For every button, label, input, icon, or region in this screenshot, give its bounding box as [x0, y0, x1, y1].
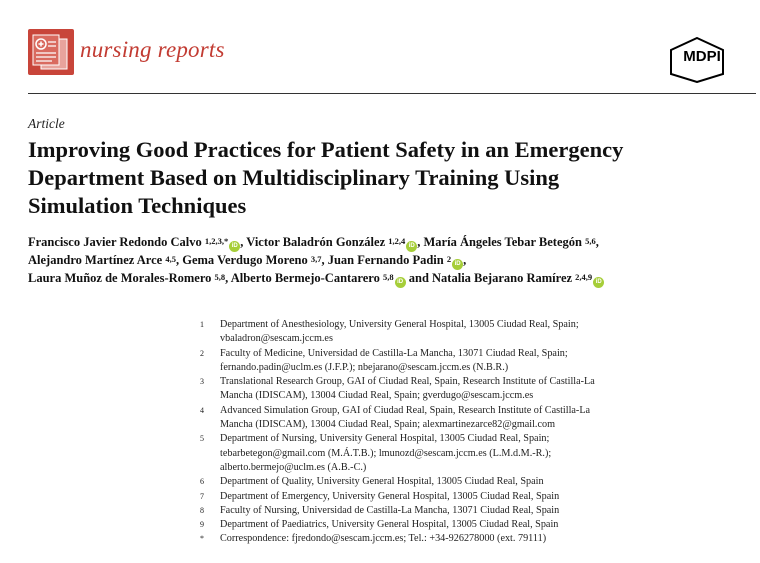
author-name: Francisco Javier Redondo Calvo [28, 235, 202, 249]
author-line [28, 269, 738, 287]
orcid-icon[interactable]: iD [229, 241, 240, 252]
publisher-name: MDPI [683, 48, 721, 65]
affiliation-line: Department of Anesthesiology, University General Hospital, 13005 Ciudad Real, Spain; [220, 319, 579, 330]
affiliation-number: 3 [200, 377, 204, 387]
author-name: Victor Baladrón González [246, 235, 386, 249]
affiliation-number: 9 [200, 520, 204, 530]
affiliation-number: 8 [200, 505, 204, 515]
header-divider [28, 93, 756, 94]
author-affil-sup: 2 [446, 254, 452, 264]
affiliation-number: 5 [200, 434, 204, 444]
author-name: Gema Verdugo Moreno [182, 253, 308, 267]
author-separator: , [225, 271, 231, 285]
affiliation-number: 6 [200, 477, 204, 487]
correspondence-item [200, 532, 750, 546]
author-separator: , [463, 253, 467, 267]
author-affil-sup: 3,7 [310, 254, 322, 264]
affiliation-line: Mancha (IDISCAM), 13004 Ciudad Real, Spain; gverdugo@sescam.jccm.es [220, 390, 534, 402]
author-name: Natalia Bejarano Ramírez [432, 271, 573, 285]
nursing-reports-logo [28, 29, 74, 75]
author-line [28, 233, 738, 251]
orcid-icon[interactable]: iD [452, 259, 463, 270]
affiliation-number: 4 [200, 405, 204, 415]
author-affil-sup: 1,2,3,* [204, 236, 229, 246]
affiliation-email[interactable]: alberto.bermejo@uclm.es (A.B.-C.) [220, 461, 367, 473]
affiliation-number: 7 [200, 491, 204, 501]
affiliation-line: Department of Paediatrics, University General Hospital, 13005 Ciudad Real, Spain [220, 519, 559, 531]
affiliation-line: Translational Research Group, GAI of Ciudad Real, Spain, Research Institute of Castilla-La [220, 376, 595, 388]
orcid-icon[interactable]: iD [395, 277, 406, 288]
affiliation-line: Department of Nursing, University General Hospital, 13005 Ciudad Real, Spain; [220, 433, 550, 445]
affiliation-item [200, 404, 750, 433]
affiliation-line: Mancha (IDISCAM), 13004 Ciudad Real, Spain; alexmartinezarce82@gmail.com [220, 419, 556, 431]
author-affil-sup: 5,6 [585, 236, 596, 246]
journal-name: nursing reports [80, 37, 225, 62]
affiliation-number: 1 [200, 320, 204, 329]
affiliation-item [200, 375, 750, 404]
author-name: Alberto Bermejo-Cantarero [230, 271, 380, 285]
author-affil-sup: 5,8 [214, 272, 226, 282]
correspondence-line[interactable]: Correspondence: fjredondo@sescam.jccm.es; Tel.: +34-926278000 (ext. 79111) [220, 533, 547, 545]
title-line: Department Based on Multidisciplinary Training Using [28, 165, 560, 190]
affiliation-item [200, 518, 750, 532]
affiliation-item [200, 432, 750, 475]
orcid-icon[interactable]: iD [593, 277, 604, 288]
affiliation-email[interactable]: tebarbetegon@gmail.com (M.Á.T.B.); lmunozd@sescam.jccm.es (L.M.d.M.-R.); [220, 447, 552, 459]
author-separator: and [405, 271, 433, 285]
affiliation-email[interactable]: fernando.padin@uclm.es (J.F.P.); nbejarano@sescam.jccm.es (N.B.R.) [220, 361, 509, 373]
author-name: Laura Muñoz de Morales-Romero [28, 271, 212, 285]
affiliation-line: Department of Quality, University General Hospital, 13005 Ciudad Real, Spain [220, 476, 544, 488]
author-affil-sup: 5,8 [383, 272, 394, 282]
title-line: Improving Good Practices for Patient Safety in an Emergency [28, 137, 624, 162]
affiliation-item [200, 318, 750, 347]
author-separator: , [240, 235, 247, 249]
author-list [28, 233, 738, 287]
affiliation-line: Department of Emergency, University General Hospital, 13005 Ciudad Real, Spain [220, 490, 560, 502]
author-affil-sup: 1,2,4 [388, 236, 406, 246]
author-line [28, 251, 738, 269]
author-name: Juan Fernando Padin [327, 253, 444, 267]
affiliation-item [200, 347, 750, 376]
affiliation-line: Advanced Simulation Group, GAI of Ciudad Real, Spain, Research Institute of Castilla-La [220, 404, 591, 416]
author-separator: , [417, 235, 424, 249]
affiliation-email[interactable]: vbaladron@sescam.jccm.es [220, 333, 333, 345]
orcid-icon[interactable]: iD [406, 241, 417, 252]
affiliation-item [200, 490, 750, 504]
author-separator: , [175, 253, 183, 267]
affiliation-number: 2 [200, 348, 204, 358]
author-separator: , [321, 253, 328, 267]
author-affil-sup: 4,5 [165, 254, 176, 264]
journal-header [0, 0, 760, 96]
author-separator: , [595, 235, 599, 249]
article-title [28, 136, 728, 220]
author-name: Alejandro Martínez Arce [28, 253, 163, 267]
affiliation-line: Faculty of Nursing, Universidad de Castilla-La Mancha, 13071 Ciudad Real, Spain [220, 504, 560, 516]
author-affil-sup: 2,4,9 [575, 272, 593, 282]
affiliation-item [200, 475, 750, 489]
affiliation-list [200, 318, 750, 547]
correspondence-marker: * [200, 534, 204, 544]
title-line: Simulation Techniques [28, 193, 247, 218]
article-type: Article [28, 116, 65, 131]
affiliation-line: Faculty of Medicine, Universidad de Castilla-La Mancha, 13071 Ciudad Real, Spain; [220, 347, 568, 359]
author-name: María Ángeles Tebar Betegón [423, 235, 582, 249]
affiliation-item [200, 504, 750, 518]
